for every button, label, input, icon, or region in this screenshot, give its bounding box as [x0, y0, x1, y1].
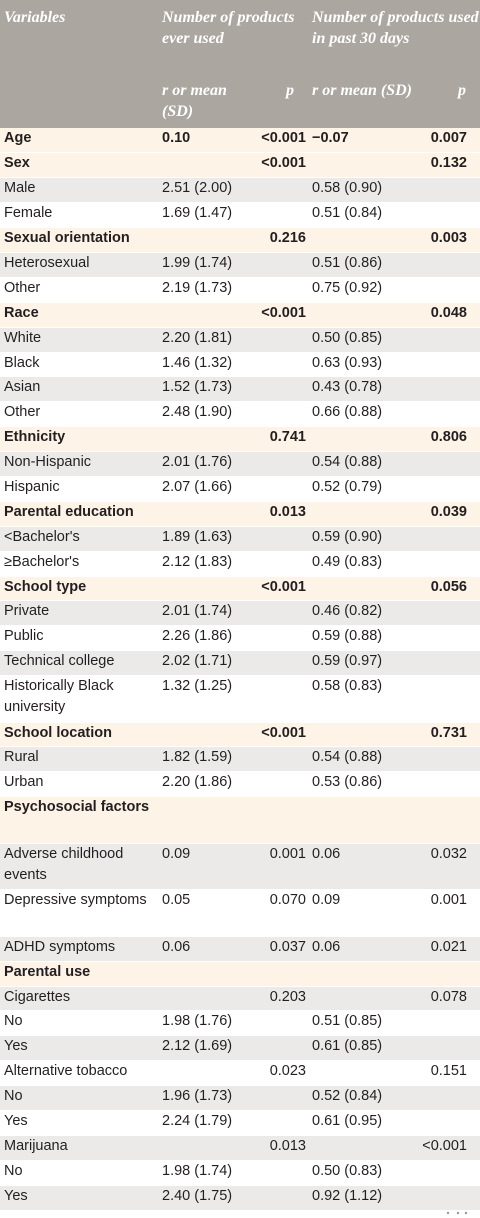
variable-cell: Other — [0, 277, 158, 302]
variables-header: Variables — [0, 0, 158, 80]
past-p-cell: 0.021 — [416, 936, 480, 961]
past-p-cell — [416, 526, 480, 551]
past-value-cell: 0.50 (0.83) — [308, 1160, 416, 1185]
variable-cell: Private — [0, 601, 158, 626]
table-row — [0, 1036, 480, 1061]
past-p-cell: 0.048 — [416, 302, 480, 327]
past-value-cell: 0.66 (0.88) — [308, 402, 416, 427]
past-p-cell: 0.151 — [416, 1061, 480, 1086]
ever-value-cell: 1.89 (1.63) — [158, 526, 256, 551]
ever-p-header: p — [256, 80, 308, 128]
ever-value-cell: 1.46 (1.32) — [158, 352, 256, 377]
ever-value-cell: 1.96 (1.73) — [158, 1086, 256, 1111]
past-p-cell — [416, 772, 480, 797]
category-row — [0, 961, 480, 986]
category-row — [0, 302, 480, 327]
ever-p-cell — [256, 352, 308, 377]
variable-cell: ADHD symptoms — [0, 936, 158, 961]
variable-cell: Adverse childhood events — [0, 843, 158, 890]
ever-p-cell — [256, 961, 308, 986]
table-row — [0, 526, 480, 551]
ever-value-cell: 2.24 (1.79) — [158, 1111, 256, 1136]
past-p-cell — [416, 402, 480, 427]
ever-value-cell: 0.06 — [158, 936, 256, 961]
ever-p-cell — [256, 1111, 308, 1136]
category-row — [0, 228, 480, 253]
table-row — [0, 203, 480, 228]
past-value-cell: 0.50 (0.85) — [308, 327, 416, 352]
ever-p-cell — [256, 402, 308, 427]
table-row — [0, 651, 480, 676]
table-row — [0, 936, 480, 961]
past-p-cell — [416, 797, 480, 844]
table-row — [0, 178, 480, 203]
past-value-cell: 0.59 (0.97) — [308, 651, 416, 676]
past-value-cell: 0.51 (0.85) — [308, 1011, 416, 1036]
ever-p-cell — [256, 551, 308, 576]
ever-p-cell: <0.001 — [256, 302, 308, 327]
variable-cell: No — [0, 1086, 158, 1111]
ever-p-cell — [256, 178, 308, 203]
table-row — [0, 843, 480, 890]
table-row — [0, 1011, 480, 1036]
variable-cell: Black — [0, 352, 158, 377]
ever-value-cell — [158, 986, 256, 1011]
ever-value-cell: 2.01 (1.76) — [158, 452, 256, 477]
ever-p-cell — [256, 277, 308, 302]
table-header — [0, 0, 480, 128]
ever-value-cell: 2.19 (1.73) — [158, 277, 256, 302]
past-p-cell: 0.007 — [416, 128, 480, 153]
ever-p-cell — [256, 1036, 308, 1061]
past-value-cell — [308, 1135, 416, 1160]
table-row — [0, 626, 480, 651]
past-value-cell: 0.61 (0.85) — [308, 1036, 416, 1061]
category-row — [0, 797, 480, 844]
table-row — [0, 327, 480, 352]
ever-value-cell — [158, 228, 256, 253]
variable-cell: Urban — [0, 772, 158, 797]
table-row — [0, 551, 480, 576]
empty-header-cell — [0, 80, 158, 128]
ever-p-cell: <0.001 — [256, 128, 308, 153]
table-row — [0, 377, 480, 402]
ever-p-cell — [256, 377, 308, 402]
past-value-cell: 0.54 (0.88) — [308, 747, 416, 772]
past-p-cell — [416, 961, 480, 986]
ever-p-cell — [256, 676, 308, 723]
ever-value-cell — [158, 501, 256, 526]
table-row — [0, 1135, 480, 1160]
ever-value-cell: 2.12 (1.83) — [158, 551, 256, 576]
past-p-cell — [416, 551, 480, 576]
ever-p-cell — [256, 1160, 308, 1185]
past-p-cell — [416, 1111, 480, 1136]
past-p-cell: <0.001 — [416, 1135, 480, 1160]
past-value-cell: 0.51 (0.84) — [308, 203, 416, 228]
ever-value-cell — [158, 302, 256, 327]
ever-value-cell — [158, 797, 256, 844]
ever-p-cell: 0.216 — [256, 228, 308, 253]
ever-p-cell — [256, 1086, 308, 1111]
variable-cell: No — [0, 1160, 158, 1185]
table-row — [0, 1160, 480, 1185]
ever-p-cell — [256, 327, 308, 352]
ever-p-cell — [256, 1185, 308, 1210]
past-value-cell: 0.59 (0.90) — [308, 526, 416, 551]
ever-p-cell — [256, 252, 308, 277]
variable-cell: Parental use — [0, 961, 158, 986]
past-p-cell — [416, 252, 480, 277]
past30-header: Number of products used in past 30 days — [308, 0, 480, 80]
variable-cell: Female — [0, 203, 158, 228]
variable-cell: Other — [0, 402, 158, 427]
ever-value-cell: 2.07 (1.66) — [158, 476, 256, 501]
ever-value-cell — [158, 576, 256, 601]
past-value-cell — [308, 797, 416, 844]
ever-value-cell — [158, 153, 256, 178]
category-row — [0, 576, 480, 601]
table-row — [0, 1185, 480, 1210]
category-row — [0, 501, 480, 526]
variable-cell: Rural — [0, 747, 158, 772]
ever-p-cell: <0.001 — [256, 576, 308, 601]
past-value-cell: 0.43 (0.78) — [308, 377, 416, 402]
ever-p-cell: 0.741 — [256, 427, 308, 452]
past-value-cell — [308, 986, 416, 1011]
ever-p-cell: 0.013 — [256, 1135, 308, 1160]
past-value-cell — [308, 961, 416, 986]
ever-value-cell: 2.20 (1.86) — [158, 772, 256, 797]
variable-cell: Ethnicity — [0, 427, 158, 452]
ever-p-cell — [256, 651, 308, 676]
table-row — [0, 890, 480, 937]
past-value-cell: 0.52 (0.79) — [308, 476, 416, 501]
table-row — [0, 252, 480, 277]
past-value-cell: 0.58 (0.90) — [308, 178, 416, 203]
ever-value-cell: 2.26 (1.86) — [158, 626, 256, 651]
ever-value-cell: 1.98 (1.74) — [158, 1160, 256, 1185]
ever-p-cell — [256, 203, 308, 228]
past-p-cell — [416, 747, 480, 772]
ever-value-cell: 2.12 (1.69) — [158, 1036, 256, 1061]
ever-value-cell — [158, 961, 256, 986]
category-row — [0, 153, 480, 178]
past-value-cell: 0.59 (0.88) — [308, 626, 416, 651]
ever-value-cell — [158, 1135, 256, 1160]
variable-cell: Marijuana — [0, 1135, 158, 1160]
ever-p-cell: 0.037 — [256, 936, 308, 961]
ever-p-cell — [256, 601, 308, 626]
past-p-cell: 0.731 — [416, 722, 480, 747]
table-row — [0, 452, 480, 477]
page-edge-mark — [442, 1210, 472, 1216]
past-p-cell — [416, 676, 480, 723]
table-row — [0, 601, 480, 626]
past-p-cell — [416, 1086, 480, 1111]
past-value-cell: 0.53 (0.86) — [308, 772, 416, 797]
table-row — [0, 1111, 480, 1136]
table-row — [0, 747, 480, 772]
past-value-cell: 0.06 — [308, 936, 416, 961]
ever-p-cell — [256, 452, 308, 477]
past-p-cell: 0.056 — [416, 576, 480, 601]
ever-p-cell: <0.001 — [256, 153, 308, 178]
header-row-1 — [0, 0, 480, 80]
variable-cell: Sexual orientation — [0, 228, 158, 253]
variable-cell: Age — [0, 128, 158, 153]
variable-cell: Historically Black university — [0, 676, 158, 723]
past-p-cell — [416, 327, 480, 352]
category-row — [0, 722, 480, 747]
past-p-cell — [416, 452, 480, 477]
ever-p-cell — [256, 476, 308, 501]
ever-value-cell: 2.01 (1.74) — [158, 601, 256, 626]
ever-value-cell — [158, 427, 256, 452]
ever-p-cell — [256, 526, 308, 551]
variable-cell: Asian — [0, 377, 158, 402]
past-value-cell: 0.58 (0.83) — [308, 676, 416, 723]
past-p-cell: 0.003 — [416, 228, 480, 253]
ever-p-cell — [256, 747, 308, 772]
variable-cell: No — [0, 1011, 158, 1036]
past-value-cell — [308, 302, 416, 327]
past-value-cell — [308, 576, 416, 601]
variable-cell: Hispanic — [0, 476, 158, 501]
variable-cell: Race — [0, 302, 158, 327]
past-p-header: p — [416, 80, 480, 128]
past-p-cell — [416, 1036, 480, 1061]
variable-cell: Yes — [0, 1185, 158, 1210]
variable-cell: Depressive symptoms — [0, 890, 158, 937]
ever-value-cell: 2.02 (1.71) — [158, 651, 256, 676]
table-row — [0, 352, 480, 377]
ever-value-cell — [158, 722, 256, 747]
variable-cell: Alternative tobacco — [0, 1061, 158, 1086]
past-value-cell: 0.49 (0.83) — [308, 551, 416, 576]
ever-value-cell: 2.51 (2.00) — [158, 178, 256, 203]
variable-cell: Public — [0, 626, 158, 651]
past-value-cell — [308, 153, 416, 178]
past-p-cell: 0.132 — [416, 153, 480, 178]
variable-cell: ≥Bachelor's — [0, 551, 158, 576]
past-p-cell — [416, 377, 480, 402]
past-value-cell: 0.63 (0.93) — [308, 352, 416, 377]
ever-p-cell — [256, 626, 308, 651]
past-p-cell: 0.001 — [416, 890, 480, 937]
past-p-cell — [416, 178, 480, 203]
ever-value-cell: 2.48 (1.90) — [158, 402, 256, 427]
variable-cell: School type — [0, 576, 158, 601]
ever-value-cell: 0.09 — [158, 843, 256, 890]
ever-used-header: Number of products ever used — [158, 0, 308, 80]
table-row — [0, 476, 480, 501]
past-value-cell: 0.06 — [308, 843, 416, 890]
variable-cell: Parental education — [0, 501, 158, 526]
past-p-cell: 0.806 — [416, 427, 480, 452]
past-p-cell — [416, 651, 480, 676]
past-p-cell — [416, 626, 480, 651]
table-row — [0, 676, 480, 723]
past-p-cell — [416, 277, 480, 302]
past-p-cell — [416, 1185, 480, 1210]
ever-p-cell: 0.203 — [256, 986, 308, 1011]
variable-cell: Sex — [0, 153, 158, 178]
category-row — [0, 427, 480, 452]
variable-cell: School location — [0, 722, 158, 747]
past-p-cell — [416, 476, 480, 501]
ever-value-cell: 1.98 (1.76) — [158, 1011, 256, 1036]
ever-value-cell: 0.10 — [158, 128, 256, 153]
variable-cell: Psychosocial factors — [0, 797, 158, 844]
ever-p-cell: 0.023 — [256, 1061, 308, 1086]
variable-cell: Technical college — [0, 651, 158, 676]
past-p-cell: 0.032 — [416, 843, 480, 890]
variable-cell: Non-Hispanic — [0, 452, 158, 477]
ever-p-cell — [256, 1011, 308, 1036]
ever-value-cell: 0.05 — [158, 890, 256, 937]
past-value-cell — [308, 1061, 416, 1086]
category-row — [0, 128, 480, 153]
past-p-cell — [416, 203, 480, 228]
table-row — [0, 1086, 480, 1111]
past-p-cell: 0.039 — [416, 501, 480, 526]
table-row — [0, 277, 480, 302]
table-row — [0, 986, 480, 1011]
past-value-cell — [308, 501, 416, 526]
past-value-cell: 0.51 (0.86) — [308, 252, 416, 277]
ever-value-cell: 1.32 (1.25) — [158, 676, 256, 723]
past-value-cell: 0.09 — [308, 890, 416, 937]
variable-cell: Male — [0, 178, 158, 203]
table-row — [0, 1061, 480, 1086]
ever-p-cell — [256, 772, 308, 797]
past-value-cell: −0.07 — [308, 128, 416, 153]
variable-cell: <Bachelor's — [0, 526, 158, 551]
past-value-cell — [308, 722, 416, 747]
ever-p-cell: <0.001 — [256, 722, 308, 747]
ever-value-cell: 1.52 (1.73) — [158, 377, 256, 402]
table-row — [0, 772, 480, 797]
ever-r-mean-header: r or mean (SD) — [158, 80, 256, 128]
ever-p-cell — [256, 797, 308, 844]
ever-value-cell: 1.69 (1.47) — [158, 203, 256, 228]
ever-value-cell — [158, 1061, 256, 1086]
past-p-cell — [416, 1160, 480, 1185]
past-value-cell: 0.92 (1.12) — [308, 1185, 416, 1210]
past-p-cell — [416, 601, 480, 626]
past-r-mean-header: r or mean (SD) — [308, 80, 416, 128]
past-value-cell: 0.46 (0.82) — [308, 601, 416, 626]
past-p-cell — [416, 352, 480, 377]
table-body — [0, 128, 480, 1210]
table-row — [0, 402, 480, 427]
past-value-cell — [308, 427, 416, 452]
ever-p-cell: 0.013 — [256, 501, 308, 526]
variable-cell: Yes — [0, 1036, 158, 1061]
past-value-cell: 0.54 (0.88) — [308, 452, 416, 477]
past-p-cell: 0.078 — [416, 986, 480, 1011]
variable-cell: Yes — [0, 1111, 158, 1136]
header-row-2 — [0, 80, 480, 128]
variable-cell: White — [0, 327, 158, 352]
ever-p-cell: 0.070 — [256, 890, 308, 937]
past-value-cell — [308, 228, 416, 253]
past-value-cell: 0.61 (0.95) — [308, 1111, 416, 1136]
ever-value-cell: 2.20 (1.81) — [158, 327, 256, 352]
variable-cell: Heterosexual — [0, 252, 158, 277]
past-value-cell: 0.52 (0.84) — [308, 1086, 416, 1111]
ever-value-cell: 1.82 (1.59) — [158, 747, 256, 772]
past-p-cell — [416, 1011, 480, 1036]
ever-value-cell: 1.99 (1.74) — [158, 252, 256, 277]
ever-value-cell: 2.40 (1.75) — [158, 1185, 256, 1210]
ever-p-cell: 0.001 — [256, 843, 308, 890]
variable-cell: Cigarettes — [0, 986, 158, 1011]
past-value-cell: 0.75 (0.92) — [308, 277, 416, 302]
